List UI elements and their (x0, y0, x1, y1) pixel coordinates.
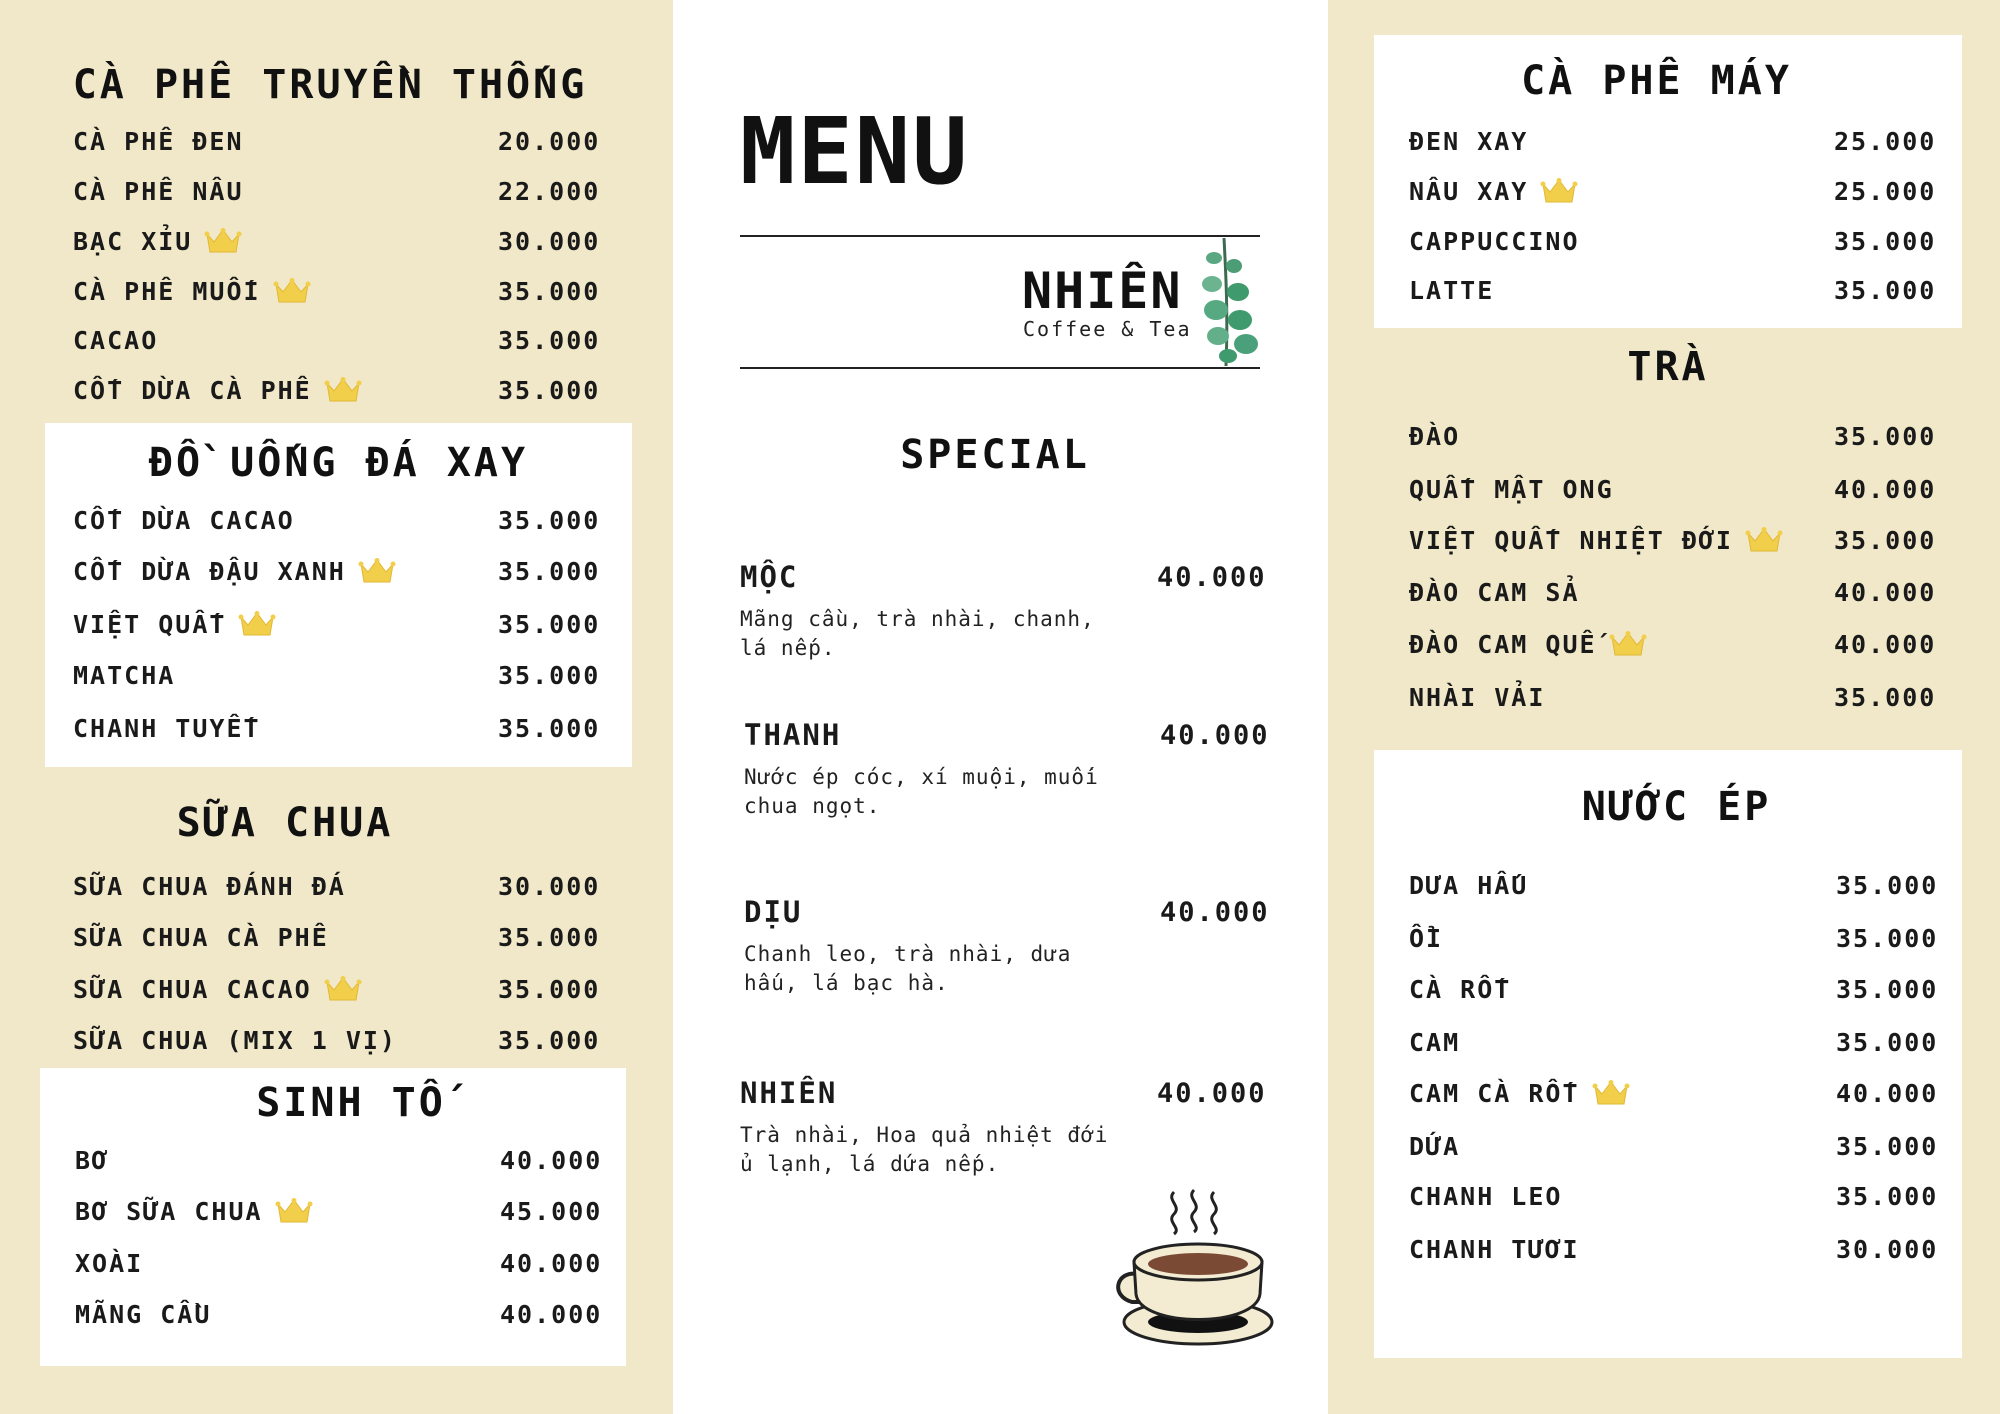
menu-item-ca-phe-muoi (73, 274, 608, 308)
menu-item-oi (1409, 921, 1946, 955)
menu-item-den-xay (1409, 124, 1944, 158)
item-name: ĐÀO (1409, 421, 1461, 451)
item-name: ĐEN XAY (1409, 126, 1529, 156)
item-name: BẠC XỈU (73, 226, 193, 256)
menu-item-mang-cau (75, 1297, 610, 1331)
special-price: 40.000 (1160, 897, 1270, 928)
menu-item-matcha (73, 658, 608, 692)
item-name: DƯA HẤU (1409, 870, 1529, 900)
menu-item-bo (75, 1143, 610, 1177)
special-name: THANH (744, 718, 842, 752)
crown-icon (324, 976, 362, 1002)
item-price: 35.000 (498, 609, 601, 639)
menu-item-xoai (75, 1246, 610, 1280)
menu-item-dao-cam-sa (1409, 575, 1944, 609)
item-name: CÀ RỐT (1409, 974, 1512, 1004)
item-price: 30.000 (498, 226, 601, 256)
item-price: 35.000 (1836, 870, 1939, 900)
item-name: CÀ PHÊ NÂU (73, 176, 244, 206)
menu-item-nau-xay (1409, 174, 1944, 208)
item-price: 40.000 (500, 1299, 603, 1329)
menu-item-chanh-leo (1409, 1179, 1946, 1213)
item-name: BƠ (75, 1145, 110, 1175)
item-price: 35.000 (1836, 923, 1939, 953)
special-description-line: Nước ép cóc, xí muội, muối (744, 765, 1099, 789)
item-price: 35.000 (498, 922, 601, 952)
menu-item-quat-mat-ong (1409, 472, 1944, 506)
item-price: 40.000 (500, 1145, 603, 1175)
item-name: CỐT DỪA ĐẬU XANH (73, 556, 346, 586)
special-price: 40.000 (1157, 1078, 1267, 1109)
item-name: ỔI (1409, 923, 1444, 953)
item-name: NHÀI VẢI (1409, 682, 1546, 712)
menu-item-sua-chua-danh-da (73, 869, 608, 903)
crown-icon (238, 611, 276, 637)
special-name: NHIÊN (740, 1076, 838, 1110)
special-title: SPECIAL (900, 432, 1090, 478)
item-name: VIỆT QUẤT NHIỆT ĐỚI (1409, 525, 1733, 555)
crown-icon (273, 278, 311, 304)
item-price: 35.000 (1834, 421, 1937, 451)
brand-name: NHIÊN (1022, 262, 1183, 320)
item-name: SỮA CHUA ĐÁNH ĐÁ (73, 871, 346, 901)
menu-item-cot-dua-dau-xanh (73, 554, 608, 588)
special-description-line: Mãng cầu, trà nhài, chanh, (740, 607, 1095, 631)
item-price: 40.000 (500, 1248, 603, 1278)
menu-item-cam (1409, 1025, 1946, 1059)
item-name: QUẤT MẬT ONG (1409, 474, 1614, 504)
menu-item-bac-xiu (73, 224, 608, 258)
special-name: MỘC (740, 560, 799, 594)
bottom-divider (740, 367, 1260, 369)
item-name: LATTE (1409, 275, 1495, 305)
item-price: 35.000 (1836, 1181, 1939, 1211)
item-price: 25.000 (1834, 176, 1937, 206)
special-price: 40.000 (1157, 562, 1267, 593)
item-price: 35.000 (498, 375, 601, 405)
item-name: CÀ PHÊ ĐEN (73, 126, 244, 156)
crown-icon (275, 1198, 313, 1224)
menu-item-dua-hau (1409, 868, 1946, 902)
item-name: MÃNG CẦU (75, 1299, 212, 1329)
item-name: NÂU XAY (1409, 176, 1529, 206)
item-price: 35.000 (498, 974, 601, 1004)
crown-icon (1745, 527, 1783, 553)
item-name: CHANH TUYẾT (73, 713, 261, 743)
menu-item-sua-chua-ca-phe (73, 920, 608, 954)
item-name: CHANH TƯƠI (1409, 1234, 1580, 1264)
menu-item-chanh-tuyet (73, 711, 608, 745)
menu-item-ca-phe-den (73, 124, 608, 158)
menu-item-cacao (73, 323, 608, 357)
item-name: CHANH LEO (1409, 1181, 1563, 1211)
section-title-machine: CÀ PHÊ MÁY (1521, 58, 1792, 104)
special-price: 40.000 (1160, 720, 1270, 751)
item-name: CACAO (73, 325, 159, 355)
crown-icon (1592, 1080, 1630, 1106)
item-price: 35.000 (1836, 1027, 1939, 1057)
item-name: BƠ SỮA CHUA (75, 1196, 263, 1226)
menu-item-viet-quat-nhiet-doi (1409, 523, 1944, 557)
item-name: VIỆT QUẤT (73, 609, 227, 639)
menu-item-sua-chua-cacao (73, 972, 608, 1006)
item-price: 35.000 (498, 660, 601, 690)
menu-item-ca-phe-nau (73, 174, 608, 208)
menu-item-dao (1409, 419, 1944, 453)
section-title-blended: ĐỒ UỐNG ĐÁ XAY (148, 440, 529, 486)
item-name: CAM (1409, 1027, 1461, 1057)
section-title-juice: NƯỚC ÉP (1581, 784, 1772, 830)
item-price: 35.000 (1834, 275, 1937, 305)
section-title-tea: TRÀ (1627, 344, 1709, 390)
special-name: DỊU (744, 895, 803, 929)
top-divider (740, 235, 1260, 237)
item-name: SỮA CHUA CACAO (73, 974, 312, 1004)
item-price: 25.000 (1834, 126, 1937, 156)
menu-item-latte (1409, 273, 1944, 307)
item-name: SỮA CHUA CÀ PHÊ (73, 922, 329, 952)
special-description-line: ủ lạnh, lá dứa nếp. (740, 1152, 1000, 1176)
item-price: 35.000 (1834, 682, 1937, 712)
crown-icon (1609, 631, 1647, 657)
item-name: CÀ PHÊ MUỐI (73, 276, 261, 306)
item-price: 40.000 (1836, 1078, 1939, 1108)
special-description-line: Trà nhài, Hoa quả nhiệt đới (740, 1123, 1109, 1147)
menu-item-chanh-tuoi (1409, 1232, 1946, 1266)
item-name: CAPPUCCINO (1409, 226, 1580, 256)
item-price: 35.000 (498, 505, 601, 535)
item-name: MATCHA (73, 660, 176, 690)
crown-icon (324, 377, 362, 403)
section-title-yogurt: SỮA CHUA (176, 800, 394, 846)
item-price: 35.000 (498, 713, 601, 743)
item-price: 30.000 (498, 871, 601, 901)
item-price: 40.000 (1834, 629, 1937, 659)
item-price: 35.000 (498, 276, 601, 306)
section-title-smoothie: SINH TỐ (256, 1080, 446, 1126)
item-name: CỐT DỪA CÀ PHÊ (73, 375, 312, 405)
item-price: 22.000 (498, 176, 601, 206)
item-price: 20.000 (498, 126, 601, 156)
item-name: DỨA (1409, 1131, 1461, 1161)
crown-icon (358, 558, 396, 584)
menu-item-sua-chua-mix-1-vi (73, 1023, 608, 1057)
brand-subtitle: Coffee & Tea (1023, 317, 1192, 341)
eucalyptus-branch-icon (1190, 236, 1262, 368)
special-description-line: lá nếp. (740, 636, 836, 660)
menu-item-dao-cam-que (1409, 627, 1944, 661)
crown-icon (1540, 178, 1578, 204)
item-name: ĐÀO CAM SẢ (1409, 577, 1580, 607)
item-name: CAM CÀ RỐT (1409, 1078, 1580, 1108)
item-name: XOÀI (75, 1248, 144, 1278)
menu-item-dua (1409, 1129, 1946, 1163)
item-price: 35.000 (1834, 226, 1937, 256)
item-price: 35.000 (498, 556, 601, 586)
menu-item-cot-dua-ca-phe (73, 373, 608, 407)
crown-icon (204, 228, 242, 254)
menu-item-cot-dua-cacao (73, 503, 608, 537)
section-title-traditional: CÀ PHÊ TRUYỀN THỐNG (72, 62, 588, 108)
item-price: 40.000 (1834, 577, 1937, 607)
item-price: 35.000 (1834, 525, 1937, 555)
menu-title: MENU (740, 98, 970, 205)
item-name: SỮA CHUA (MIX 1 VỊ) (73, 1025, 397, 1055)
item-price: 35.000 (498, 325, 601, 355)
menu-item-bo-sua-chua (75, 1194, 610, 1228)
menu-item-cam-ca-rot (1409, 1076, 1946, 1110)
item-price: 35.000 (1836, 1131, 1939, 1161)
item-price: 35.000 (1836, 974, 1939, 1004)
item-price: 40.000 (1834, 474, 1937, 504)
menu-item-cappuccino (1409, 224, 1944, 258)
special-description-line: Chanh leo, trà nhài, dưa (744, 942, 1072, 966)
item-price: 45.000 (500, 1196, 603, 1226)
coffee-cup-icon (1110, 1182, 1276, 1352)
menu-item-ca-rot (1409, 972, 1946, 1006)
item-price: 35.000 (498, 1025, 601, 1055)
item-name: ĐÀO CAM QUẾ (1409, 629, 1597, 659)
special-description-line: hấu, lá bạc hà. (744, 971, 949, 995)
menu-item-nhai-vai (1409, 680, 1944, 714)
item-name: CỐT DỪA CACAO (73, 505, 295, 535)
menu-item-viet-quat (73, 607, 608, 641)
item-price: 30.000 (1836, 1234, 1939, 1264)
special-description-line: chua ngọt. (744, 794, 881, 818)
